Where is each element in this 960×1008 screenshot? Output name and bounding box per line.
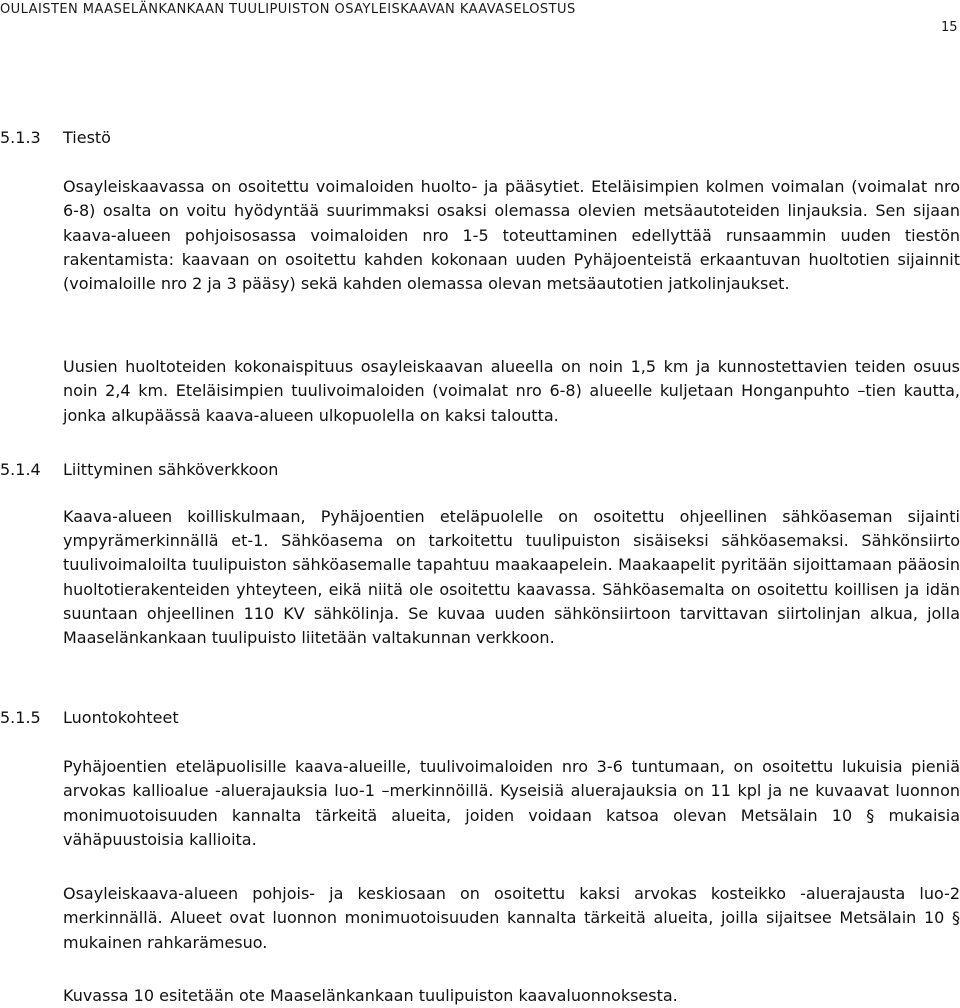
section-title: Liittyminen sähköverkkoon	[63, 460, 279, 479]
section-heading-5-1-4	[0, 460, 278, 480]
paragraph-sahkoverkko: Kaava-alueen koilliskulmaan, Pyhäjoentien eteläpuolelle on osoitettu ohjeellinen sähköaseman sijainti ympyrämerkinnällä et-1. Sähköasema on tarkoitettu tuulipuiston sisäiseksi sähköasemaksi. Sähkönsiirto tuulivoimaloilta tuulipuiston sähköasemalle tapahtuu maakaapelein. Maakaapelit pyritään sijoittamaan pääosin huoltotierakenteiden yhteyteen, eikä niitä ole osoitettu kaavassa. Sähköasemalta on osoitettu koillisen ja idän suuntaan ohjeellinen 110 KV sähkölinja. Se kuvaa uuden sähkönsiirtoon tarvittavan siirtolinjan alkua, jolla Maaselänkankaan tuulipuisto liitetään valtakunnan verkkoon.	[63, 507, 960, 648]
section-title: Luontokohteet	[63, 708, 179, 727]
section-number: 5.1.5	[0, 708, 41, 727]
section-heading-5-1-3	[0, 128, 111, 148]
section-number: 5.1.3	[0, 128, 41, 147]
paragraph-luontokohteet-1: Pyhäjoentien eteläpuolisille kaava-alueille, tuulivoimaloiden nro 3-6 tuntumaan, on osoitettu lukuisia pieniä arvokas kallioalue -aluerajauksia luo-1 –merkinnöillä. Kyseisiä aluerajauksia on 11 kpl ja ne kuvaavat luonnon monimuotoisuuden kannalta tärkeitä alueita, joiden voidaan katsoa olevan Metsälain 10 § mukaisia vähäpuustoisia kallioita.	[63, 757, 960, 849]
paragraph-tiesto-2: Uusien huoltoteiden kokonaispituus osayleiskaavan alueella on noin 1,5 km ja kunnostettavien teiden osuus noin 2,4 km. Eteläisimpien tuulivoimaloiden (voimalat nro 6-8) alueelle kuljetaan Honganpuhto –tien kautta, jonka alkupäässä kaava-alueen ulkopuolella on kaksi taloutta.	[63, 357, 960, 425]
paragraph-tiesto-1: Osayleiskaavassa on osoitettu voimaloiden huolto- ja pääsytiet. Eteläisimpien kolmen voimalan (voimalat nro 6-8) osalta on voitu hyödyntää suurimmaksi osaksi olemassa olevien metsäautoteiden linjauksia. Sen sijaan kaava-alueen pohjoisosassa voimaloiden nro 1-5 toteuttaminen edellyttää runsaammin uuden tiestön rakentamista: kaavaan on osoitettu kahden kokonaan uuden Pyhäjoenteistä erkaantuvan huoltotien sijainnit (voimaloille nro 2 ja 3 pääsy) sekä kahden olemassa olevan metsäautotien jatkolinjaukset.	[63, 177, 960, 294]
page-number: 15	[941, 20, 958, 35]
section-title: Tiestö	[63, 128, 111, 147]
document-title-header: OULAISTEN MAASELÄNKANKAAN TUULIPUISTON OSAYLEISKAAVAN KAAVASELOSTUS	[0, 2, 576, 17]
section-number: 5.1.4	[0, 460, 41, 479]
paragraph-luontokohteet-2: Osayleiskaava-alueen pohjois- ja keskiosaan on osoitettu kaksi arvokas kosteikko -aluerajausta luo-2 merkinnällä. Alueet ovat luonnon monimuotoisuuden kannalta tärkeitä alueita, joilla sijaitsee Metsälain 10 § mukainen rahkarämesuo.	[63, 884, 960, 952]
section-heading-5-1-5	[0, 708, 179, 728]
paragraph-luontokohteet-3: Kuvassa 10 esitetään ote Maaselänkankaan tuulipuiston kaavaluonnoksesta.	[63, 986, 678, 1005]
